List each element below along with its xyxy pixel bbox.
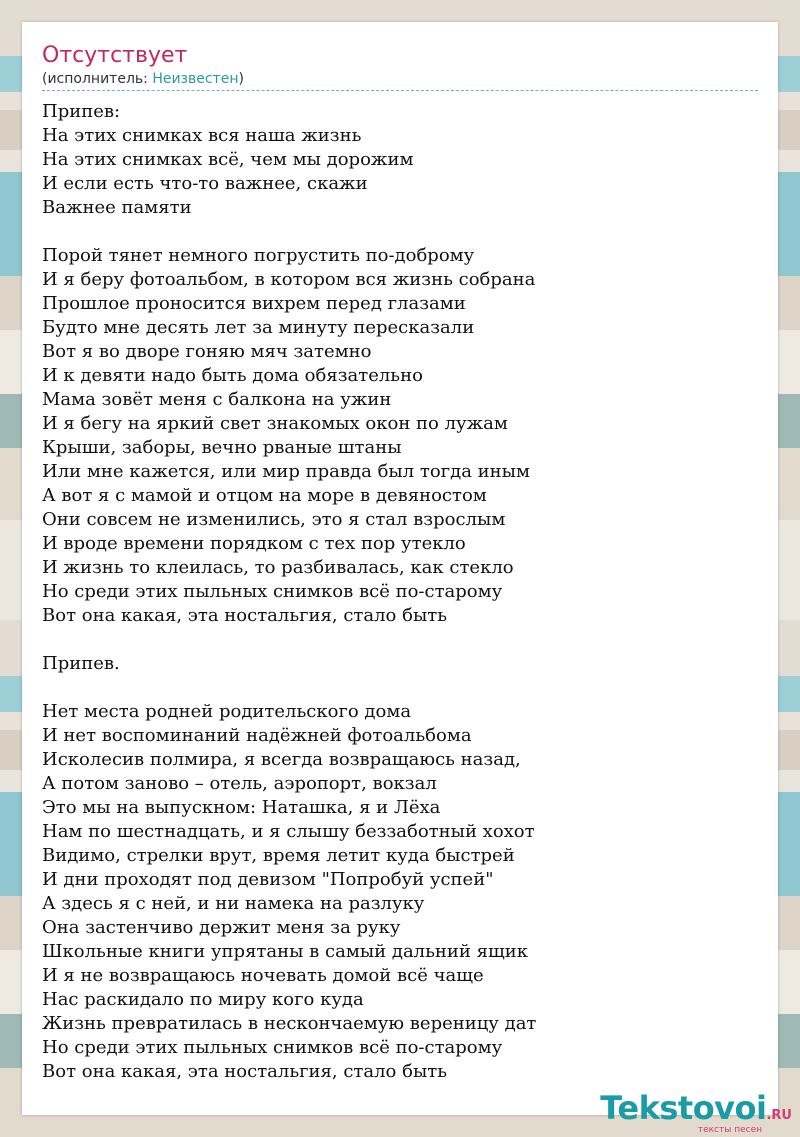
lyric-line: И к девяти надо быть дома обязательно bbox=[42, 365, 423, 386]
lyric-line: И вроде времени порядком с тех пор утекло bbox=[42, 533, 466, 554]
logo-tld: .RU bbox=[766, 1108, 792, 1123]
lyric-line: Нам по шестнадцать, и я слышу беззаботный хохот bbox=[42, 821, 535, 842]
lyric-line: Исколесив полмира, я всегда возвращаюсь назад, bbox=[42, 749, 521, 770]
lyric-line: На этих снимках вся наша жизнь bbox=[42, 125, 362, 146]
lyric-line: Крыши, заборы, вечно рваные штаны bbox=[42, 437, 402, 458]
lyric-line: И жизнь то клеилась, то разбивалась, как стекло bbox=[42, 557, 514, 578]
lyric-line: Припев. bbox=[42, 653, 120, 674]
lyric-line bbox=[42, 628, 758, 652]
lyric-line: Жизнь превратилась в нескончаемую вереницу дат bbox=[42, 1013, 537, 1034]
lyric-line: И если есть что-то важнее, скажи bbox=[42, 173, 368, 194]
lyric-line bbox=[42, 676, 758, 700]
lyrics-text bbox=[42, 100, 758, 1084]
lyric-line: Важнее памяти bbox=[42, 197, 192, 218]
lyric-line: Или мне кажется, или мир правда был тогда иным bbox=[42, 461, 530, 482]
logo-name: Tekstovoi bbox=[600, 1089, 767, 1127]
lyric-line: Они совсем не изменились, это я стал взрослым bbox=[42, 509, 506, 530]
artist-suffix: ) bbox=[238, 71, 244, 87]
lyric-line bbox=[42, 220, 758, 244]
lyric-line: Будто мне десять лет за минуту пересказали bbox=[42, 317, 475, 338]
lyric-line: А вот я с мамой и отцом на море в девяностом bbox=[42, 485, 487, 506]
lyric-line: А здесь я с ней, и ни намека на разлуку bbox=[42, 893, 425, 914]
lyric-line: И нет воспоминаний надёжней фотоальбома bbox=[42, 725, 472, 746]
lyric-line: И дни проходят под девизом "Попробуй успей" bbox=[42, 869, 494, 890]
lyric-line: Но среди этих пыльных снимков всё по-старому bbox=[42, 1037, 503, 1058]
site-logo[interactable] bbox=[600, 1091, 792, 1135]
lyric-line: Вот она какая, эта ностальгия, стало быть bbox=[42, 1061, 448, 1082]
lyric-line: Вот она какая, эта ностальгия, стало быть bbox=[42, 605, 448, 626]
lyric-line: Мама зовёт меня с балкона на ужин bbox=[42, 389, 392, 410]
lyric-line: На этих снимках всё, чем мы дорожим bbox=[42, 149, 414, 170]
lyric-line: А потом заново – отель, аэропорт, вокзал bbox=[42, 773, 437, 794]
artist-prefix: (исполнитель: bbox=[42, 71, 153, 87]
lyric-line: Нет места родней родительского дома bbox=[42, 701, 412, 722]
song-title: Отсутствует bbox=[42, 43, 188, 68]
lyric-line: Припев: bbox=[42, 101, 121, 122]
logo-tagline: тексты песен bbox=[697, 1125, 762, 1135]
lyric-line: Нас раскидало по миру кого куда bbox=[42, 989, 364, 1010]
lyric-line: Но среди этих пыльных снимков всё по-старому bbox=[42, 581, 503, 602]
lyric-line: Порой тянет немного погрустить по-доброму bbox=[42, 245, 475, 266]
lyric-line: Школьные книги упрятаны в самый дальний ящик bbox=[42, 941, 528, 962]
lyric-line: Вот я во дворе гоняю мяч затемно bbox=[42, 341, 372, 362]
lyric-line: И я беру фотоальбом, в котором вся жизнь собрана bbox=[42, 269, 536, 290]
lyric-line: И я не возвращаюсь ночевать домой всё чаще bbox=[42, 965, 484, 986]
lyric-line: Видимо, стрелки врут, время летит куда быстрей bbox=[42, 845, 515, 866]
lyric-line: Прошлое проносится вихрем перед глазами bbox=[42, 293, 466, 314]
lyric-line: И я бегу на яркий свет знакомых окон по лужам bbox=[42, 413, 508, 434]
lyric-line: Это мы на выпускном: Наташка, я и Лёха bbox=[42, 797, 441, 818]
artist-line bbox=[42, 70, 758, 91]
lyric-line: Она застенчиво держит меня за руку bbox=[42, 917, 401, 938]
artist-link[interactable]: Неизвестен bbox=[152, 71, 239, 87]
lyrics-card bbox=[22, 22, 778, 1115]
